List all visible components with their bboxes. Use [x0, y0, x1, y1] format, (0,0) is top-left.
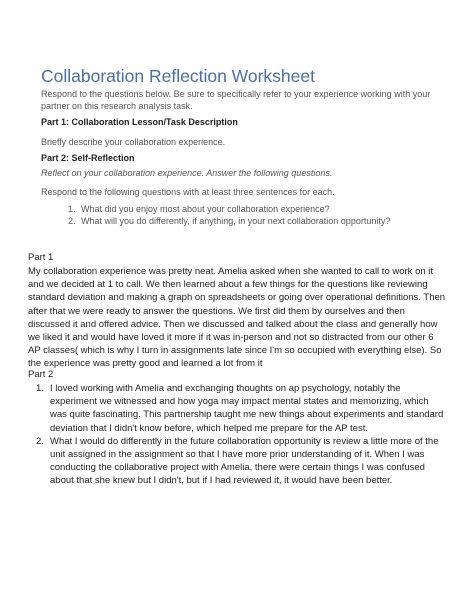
question-text: What will you do differently, if anything, in your next collaboration opportunity? [81, 215, 391, 226]
answer-number: 2. [36, 435, 44, 447]
part2-response-label: Part 2 [28, 369, 54, 380]
part1-prompt: Briefly describe your collaboration experience. [41, 137, 226, 147]
answer-number: 1. [36, 383, 44, 394]
question-list [41, 204, 390, 227]
worksheet-title: Collaboration Reflection Worksheet [41, 66, 315, 86]
part2-prompt: Reflect on your collaboration experience. Answer the following questions. [41, 168, 333, 178]
question-number: 2. [68, 215, 76, 226]
question-number: 1. [68, 204, 76, 214]
part1-heading: Part 1: Collaboration Lesson/Task Description [41, 117, 238, 127]
list-item [28, 435, 448, 488]
part1-response-text: My collaboration experience was pretty neat. Amelia asked when she wanted to call to work on it and we decided at 1 to call. We then learned about a few things for the questions like reviewing standard deviation and making a graph on spreadsheets or going over operational definitions. Then after that we were ready to answer the questions. We first did them by ourselves and then discussed it and offered advice. Then we discussed and talked about the class and generally how we liked it and would have loved it more if it was in-person and not so distracted from our other 6 AP classes( which is why I turn in assignments late since I'm so occupied with everything else). So the experience was pretty good and learned a lot from it [28, 266, 446, 370]
part1-response-label: Part 1 [28, 252, 54, 263]
question-text: What did you enjoy most about your collaboration experience? [81, 204, 330, 214]
answer-text: What I would do differently in the future collaboration opportunity is review a little more of the unit assigned in the assignment so that I have more prior understanding of it. When I was conducting the collaborative project with Amelia, there were certain things I was confused about that she knew but I didn't, but if I had reviewed it, it would have been better. [50, 435, 439, 487]
list-item [41, 216, 390, 228]
part2-heading: Part 2: Self-Reflection [41, 153, 135, 163]
intro-paragraph: Respond to the questions below. Be sure to specifically refer to your experience working with your partner on this research analysis task. [41, 89, 431, 111]
list-item [28, 382, 448, 435]
part2-instruction: Respond to the following questions with at least three sentences for each. [41, 187, 335, 197]
part2-response-list [28, 382, 448, 488]
list-item [41, 204, 390, 216]
answer-text: I loved working with Amelia and exchanging thoughts on ap psychology, notably the experiment we witnessed and how yoga may impact mental states and memorizing, which was quite fascinating. This partnership taught me new things about experiments and standard deviation that I didn't know before, which helped me prepare for the AP test. [50, 383, 444, 434]
